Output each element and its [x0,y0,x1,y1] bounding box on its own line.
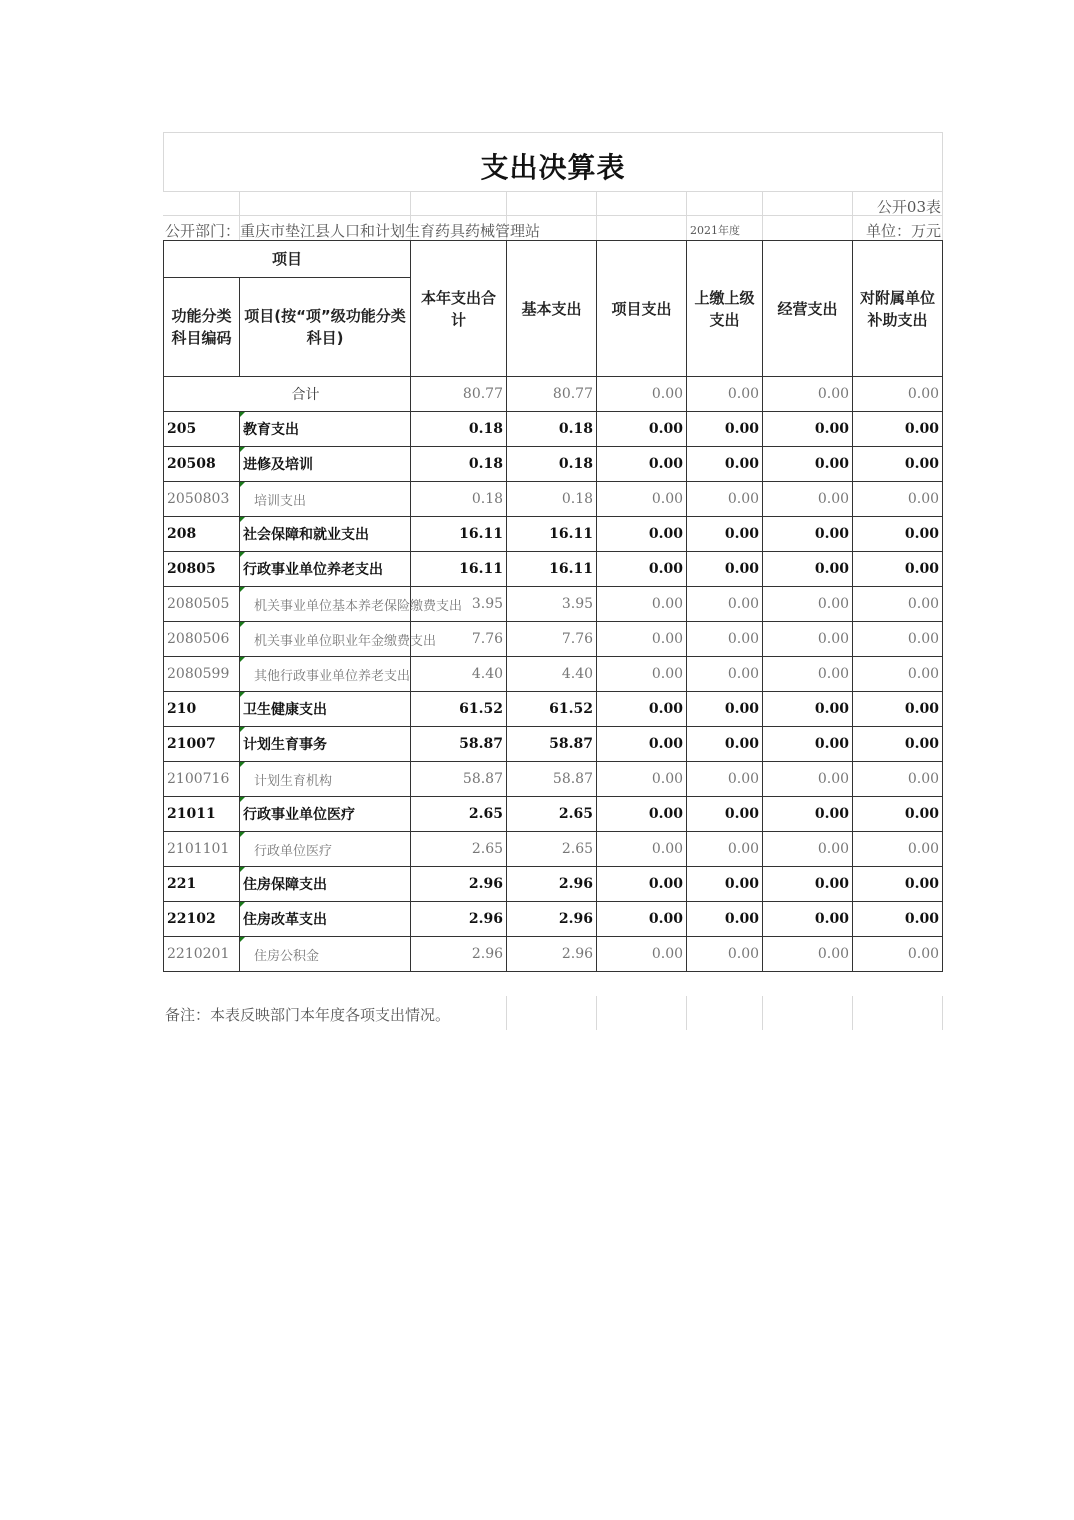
row-value: 4.40 [507,657,597,692]
row-value: 16.11 [507,517,597,552]
row-code: 20508 [164,447,240,482]
row-value: 0.00 [687,587,763,622]
row-value: 0.00 [597,902,687,937]
row-value: 0.00 [763,692,853,727]
expenditure-table [163,240,943,972]
row-code: 2100716 [164,762,240,797]
row-value: 0.00 [853,517,943,552]
table-row [164,832,943,867]
total-value: 80.77 [507,377,597,412]
row-value: 0.00 [597,762,687,797]
row-code: 2050803 [164,482,240,517]
row-value: 0.00 [597,692,687,727]
row-value: 0.00 [763,517,853,552]
total-value: 0.00 [763,377,853,412]
row-name: 社会保障和就业支出 [240,517,411,552]
table-number: 公开03表 [876,198,941,216]
row-value: 0.00 [763,482,853,517]
table-row [164,447,943,482]
row-code: 2080599 [164,657,240,692]
text-format-marker-icon [240,692,245,697]
row-value: 2.96 [411,902,507,937]
row-value: 0.00 [853,797,943,832]
gridline [163,215,943,216]
row-value: 0.00 [687,517,763,552]
row-code: 2080505 [164,587,240,622]
table-row [164,587,943,622]
row-value: 0.00 [597,797,687,832]
gridline [596,191,597,240]
text-format-marker-icon [240,902,245,907]
row-value: 0.00 [687,447,763,482]
table-row [164,622,943,657]
row-value: 2.65 [507,797,597,832]
row-value: 2.96 [507,937,597,972]
row-value: 58.87 [507,727,597,762]
row-value: 0.00 [763,657,853,692]
row-name: 行政事业单位养老支出 [240,552,411,587]
text-format-marker-icon [240,482,245,487]
row-value: 0.00 [853,762,943,797]
row-value: 0.00 [687,867,763,902]
row-value: 0.00 [597,517,687,552]
table-row [164,762,943,797]
row-value: 0.00 [687,902,763,937]
row-value: 0.18 [411,482,507,517]
row-value: 0.00 [853,832,943,867]
unit-label: 单位：万元 [865,222,941,240]
text-format-marker-icon [240,447,245,452]
row-value: 0.00 [597,587,687,622]
total-label: 合计 [164,377,411,412]
total-value: 0.00 [597,377,687,412]
table-row [164,692,943,727]
row-value: 0.00 [763,622,853,657]
row-value: 61.52 [507,692,597,727]
row-value: 2.96 [411,937,507,972]
row-value: 0.00 [853,867,943,902]
row-value: 2.96 [411,867,507,902]
header-upper: 上缴上级支出 [687,241,763,377]
text-format-marker-icon [240,517,245,522]
row-value: 0.00 [597,482,687,517]
row-code: 20805 [164,552,240,587]
row-value: 16.11 [411,552,507,587]
header-basic: 基本支出 [507,241,597,377]
row-value: 0.00 [763,832,853,867]
gridline [942,996,943,1030]
text-format-marker-icon [240,552,245,557]
row-name: 计划生育事务 [240,727,411,762]
table-row [164,937,943,972]
row-value: 2.65 [411,797,507,832]
row-value: 0.00 [853,482,943,517]
row-value: 0.00 [853,552,943,587]
total-value: 80.77 [411,377,507,412]
table-row [164,867,943,902]
row-value: 0.00 [853,622,943,657]
row-code: 221 [164,867,240,902]
row-value: 0.00 [763,727,853,762]
header-project: 项目支出 [597,241,687,377]
text-format-marker-icon [240,867,245,872]
row-value: 0.00 [687,412,763,447]
row-value: 2.96 [507,902,597,937]
row-value: 0.00 [853,692,943,727]
row-name: 行政事业单位医疗 [240,797,411,832]
row-value: 0.00 [763,797,853,832]
text-format-marker-icon [240,937,245,942]
table-row [164,657,943,692]
row-name: 培训支出 [240,482,411,517]
gridline [942,191,943,240]
row-value: 0.00 [687,832,763,867]
row-name: 其他行政事业单位养老支出 [240,657,411,692]
row-code: 208 [164,517,240,552]
row-code: 2210201 [164,937,240,972]
row-value: 0.18 [507,412,597,447]
row-value: 0.00 [597,552,687,587]
page-title: 支出决算表 [480,151,626,184]
row-code: 210 [164,692,240,727]
row-value: 0.00 [597,622,687,657]
row-value: 0.00 [687,937,763,972]
row-code: 205 [164,412,240,447]
row-name: 住房公积金 [240,937,411,972]
text-format-marker-icon [240,622,245,627]
header-row [164,241,943,278]
row-value: 0.00 [853,412,943,447]
text-format-marker-icon [240,587,245,592]
row-value: 0.18 [507,447,597,482]
header-subsidiary: 对附属单位补助支出 [853,241,943,377]
row-value: 0.00 [763,937,853,972]
row-value: 0.00 [763,762,853,797]
row-name: 行政单位医疗 [240,832,411,867]
table-row [164,482,943,517]
table-row [164,517,943,552]
row-name: 住房改革支出 [240,902,411,937]
row-value: 0.00 [687,622,763,657]
row-name: 机关事业单位职业年金缴费支出 [240,622,411,657]
header-business: 经营支出 [763,241,853,377]
row-name: 教育支出 [240,412,411,447]
row-value: 0.00 [687,797,763,832]
header-code: 功能分类科目编码 [164,278,240,377]
total-value: 0.00 [687,377,763,412]
header-total: 本年支出合计 [411,241,507,377]
total-value: 0.00 [853,377,943,412]
gridline [852,191,853,240]
row-value: 3.95 [507,587,597,622]
row-code: 21007 [164,727,240,762]
row-value: 0.00 [853,657,943,692]
row-value: 7.76 [411,622,507,657]
row-value: 0.00 [853,587,943,622]
row-value: 58.87 [411,727,507,762]
row-name: 机关事业单位基本养老保险缴费支出 [240,587,411,622]
row-value: 0.00 [853,902,943,937]
row-value: 0.18 [507,482,597,517]
row-value: 16.11 [507,552,597,587]
row-value: 0.00 [597,412,687,447]
row-value: 0.00 [853,447,943,482]
row-value: 0.00 [763,587,853,622]
gridline [762,191,763,240]
text-format-marker-icon [240,727,245,732]
gridline [686,996,687,1030]
row-value: 2.96 [507,867,597,902]
row-value: 0.00 [853,727,943,762]
year-label: 2021年度 [690,224,740,237]
row-value: 0.00 [687,762,763,797]
row-name: 进修及培训 [240,447,411,482]
row-name: 住房保障支出 [240,867,411,902]
row-value: 0.00 [687,657,763,692]
row-value: 4.40 [411,657,507,692]
row-value: 0.00 [687,482,763,517]
row-name: 卫生健康支出 [240,692,411,727]
row-value: 61.52 [411,692,507,727]
row-code: 2101101 [164,832,240,867]
gridline [506,996,507,1030]
row-name: 计划生育机构 [240,762,411,797]
header-project-group: 项目 [164,241,411,278]
table-row [164,552,943,587]
row-value: 0.00 [763,447,853,482]
header-name: 项目(按“项”级功能分类科目) [240,278,411,377]
text-format-marker-icon [240,412,245,417]
row-value: 0.00 [763,902,853,937]
department-label: 公开部门：重庆市垫江县人口和计划生育药具药械管理站 [165,222,541,240]
row-value: 0.00 [763,412,853,447]
row-value: 0.00 [597,867,687,902]
row-value: 0.00 [597,657,687,692]
row-value: 0.00 [763,552,853,587]
row-value: 0.00 [763,867,853,902]
total-row [164,377,943,412]
row-value: 0.00 [687,552,763,587]
row-value: 0.00 [597,832,687,867]
table-row [164,412,943,447]
row-value: 3.95 [411,587,507,622]
row-code: 2080506 [164,622,240,657]
gridline [163,191,943,192]
row-value: 0.00 [597,447,687,482]
row-value: 0.18 [411,412,507,447]
table-row [164,727,943,762]
row-value: 2.65 [507,832,597,867]
row-value: 58.87 [411,762,507,797]
row-value: 0.18 [411,447,507,482]
row-code: 21011 [164,797,240,832]
footnote: 备注：本表反映部门本年度各项支出情况。 [165,1006,451,1024]
row-value: 7.76 [507,622,597,657]
row-value: 0.00 [687,692,763,727]
text-format-marker-icon [240,762,245,767]
row-value: 0.00 [597,937,687,972]
row-value: 16.11 [411,517,507,552]
table-row [164,797,943,832]
gridline [852,996,853,1030]
gridline [596,996,597,1030]
gridline [762,996,763,1030]
row-value: 0.00 [687,727,763,762]
row-value: 0.00 [597,727,687,762]
row-value: 58.87 [507,762,597,797]
text-format-marker-icon [240,832,245,837]
row-value: 2.65 [411,832,507,867]
text-format-marker-icon [240,657,245,662]
gridline [686,191,687,240]
row-value: 0.00 [853,937,943,972]
row-code: 22102 [164,902,240,937]
table-row [164,902,943,937]
text-format-marker-icon [240,797,245,802]
